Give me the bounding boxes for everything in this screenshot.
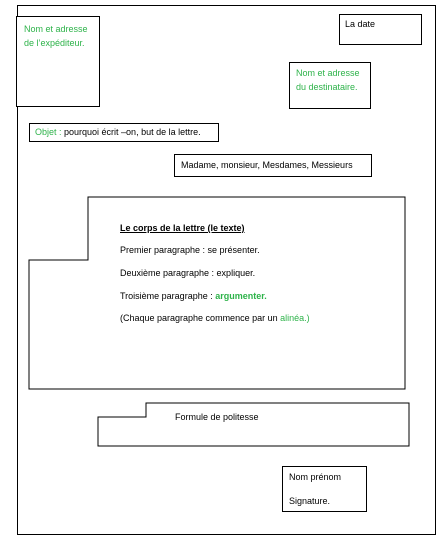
recipient-line-2: du destinataire. <box>296 82 358 92</box>
body-paragraph-1: Premier paragraphe : se présenter. <box>120 245 260 255</box>
signature-sign: Signature. <box>289 496 331 506</box>
body-paragraph-4-highlight: alinéa.) <box>280 313 310 323</box>
sender-line-1: Nom et adresse <box>24 24 88 34</box>
sender-line-2: de l’expéditeur. <box>24 38 85 48</box>
signature-name: Nom prénom <box>289 472 342 482</box>
body-paragraph-4 <box>120 312 310 325</box>
body-paragraph-2: Deuxième paragraphe : expliquer. <box>120 268 256 278</box>
body-paragraph-3-label: Troisième paragraphe : <box>120 291 216 301</box>
body-paragraph-3-highlight: argumenter. <box>215 291 267 301</box>
body-title: Le corps de la lettre (le texte) <box>120 223 245 233</box>
subject-body: pourquoi écrit –on, but de la lettre. <box>61 127 201 137</box>
recipient-line-1: Nom et adresse <box>296 68 360 78</box>
body-paragraph-3 <box>120 290 267 303</box>
subject-prefix: Objet : <box>35 127 62 137</box>
body-paragraph-4-label: (Chaque paragraphe commence par un <box>120 313 281 323</box>
closing-text: Formule de politesse <box>175 412 259 422</box>
date-label: La date <box>345 19 376 29</box>
salutation-text: Madame, monsieur, Mesdames, Messieurs <box>181 160 353 170</box>
closing-outline <box>98 403 409 446</box>
